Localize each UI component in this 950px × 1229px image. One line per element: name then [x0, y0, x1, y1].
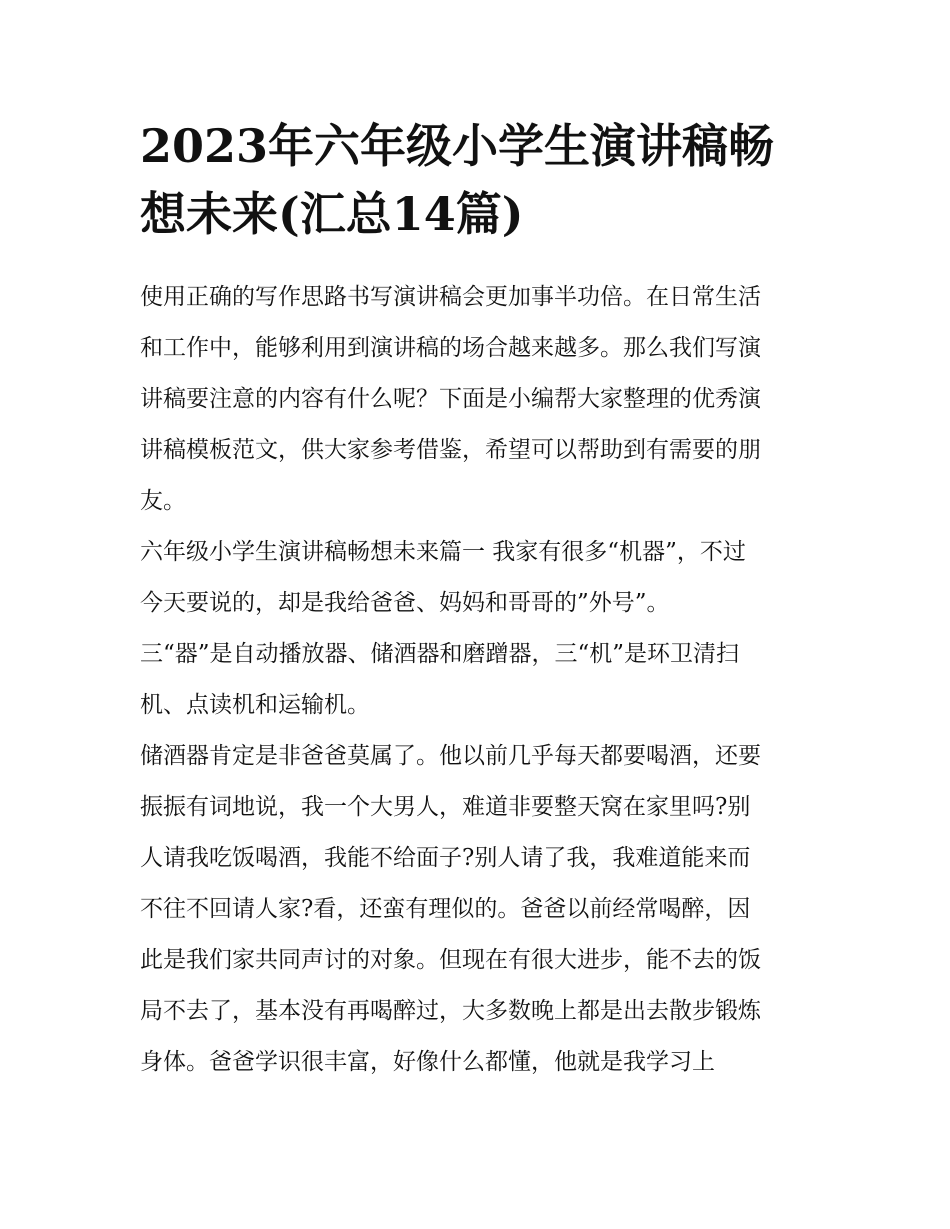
paragraph-father [140, 731, 820, 1088]
document-body [140, 272, 820, 1088]
text-line: 六年级小学生演讲稿畅想未来篇一 我家有很多“机器”，不过 [140, 539, 746, 565]
paragraph-machines [140, 629, 820, 731]
text-line: 此是我们家共同声讨的对象。但现在有很大进步，能不去的饭 [140, 947, 761, 973]
paragraph-section-one [140, 527, 820, 629]
text-line: 人请我吃饭喝酒，我能不给面子?别人请了我，我难道能来而 [140, 845, 751, 871]
text-line: 不往不回请人家?看，还蛮有理似的。爸爸以前经常喝醉，因 [140, 896, 751, 922]
text-line: 今天要说的，却是我给爸爸、妈妈和哥哥的”外号”。 [140, 590, 670, 616]
text-line: 储酒器肯定是非爸爸莫属了。他以前几乎每天都要喝酒，还要 [140, 743, 761, 769]
text-line: 讲稿模板范文，供大家参考借鉴，希望可以帮助到有需要的朋 [140, 437, 761, 463]
paragraph-intro [140, 272, 820, 527]
text-line: 身体。爸爸学识很丰富，好像什么都懂，他就是我学习上 [140, 1049, 715, 1075]
text-line: 机、点读机和运输机。 [140, 692, 370, 718]
text-line: 局不去了，基本没有再喝醉过，大多数晚上都是出去散步锻炼 [140, 998, 761, 1024]
document-title [140, 112, 820, 248]
text-line: 友。 [140, 488, 186, 514]
title-line: 想未来(汇总14篇) [140, 187, 524, 241]
text-line: 和工作中，能够利用到演讲稿的场合越来越多。那么我们写演 [140, 335, 761, 361]
document-page [140, 112, 820, 1088]
text-line: 振振有词地说，我一个大男人，难道非要整天窝在家里吗?别 [140, 794, 751, 820]
text-line: 讲稿要注意的内容有什么呢？下面是小编帮大家整理的优秀演 [140, 386, 761, 412]
text-line: 三“器”是自动播放器、储酒器和磨蹭器，三“机”是环卫清扫 [140, 641, 740, 667]
text-line: 使用正确的写作思路书写演讲稿会更加事半功倍。在日常生活 [140, 284, 761, 310]
title-line: 2023年六年级小学生演讲稿畅 [140, 119, 775, 173]
